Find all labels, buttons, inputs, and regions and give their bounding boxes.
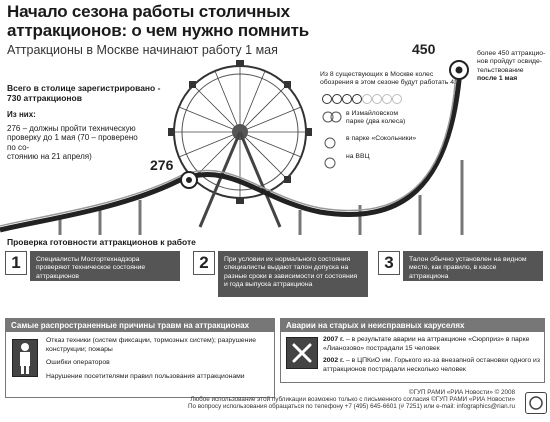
- right-note-line-1: более 450 аттракцио-: [477, 50, 546, 57]
- inspect-line-2: проверку до 1 мая (70 – проверено по со-: [7, 133, 138, 152]
- causes-list: [46, 337, 271, 381]
- inspect-line-3: стоянию на 21 апреля): [7, 152, 92, 161]
- wheel-location-3: на ВВЦ: [346, 153, 370, 161]
- accident-item: 2002 г. – в ЦПКиО им. Горького из-за внезапной остановки одного из аттракционов пострадали несколько человек: [323, 357, 540, 373]
- step-2-number: 2: [193, 251, 215, 275]
- right-note-line-2: нов пройдут освиде-: [477, 58, 543, 66]
- wrench-icon: [286, 337, 318, 369]
- checks-heading: Проверка готовности аттракционов к работе: [7, 237, 196, 247]
- of-them-label: Из них:: [7, 110, 36, 119]
- wheel-location-2: в парке «Сокольники»: [346, 134, 417, 142]
- cause-item: Ошибки операторов: [46, 359, 110, 366]
- wheel-location-icons: [322, 110, 342, 172]
- registered-label: Всего в столице зарегистрировано -: [7, 83, 161, 93]
- accidents-panel: [280, 318, 545, 383]
- right-note: [477, 50, 547, 84]
- footer-line-2: По вопросу использования обращаться по телефону +7 (495) 645-6601 (# 7251) или e-mail: infographics@rian.ru: [187, 403, 515, 410]
- footer: [170, 389, 515, 410]
- marker-276-label: 276: [150, 157, 174, 173]
- wheel-location-1: в Измайловском парке (два колеса): [346, 110, 406, 126]
- step-2-box: При условии их нормального состояния специалисты выдают талон допуска на разные сроки в зависимости от состояния и года выпуска аттракциона: [218, 251, 368, 297]
- injured-person-icon: [12, 339, 38, 377]
- causes-heading: Самые распространенные причины травм на аттракционах: [6, 319, 274, 332]
- wheels-intro-2: обозрения в этом сезоне будут работать 4:: [320, 79, 456, 87]
- footer-credit: ©ГУП РАМИ «РИА Новости» © 2008: [408, 389, 515, 396]
- accidents-heading: Аварии на старых и неисправных каруселях: [281, 319, 544, 332]
- ria-logo-icon: [525, 392, 547, 414]
- coaster-illustration: [0, 40, 550, 235]
- page-title: Начало сезона работы столичных аттракционов: о чем нужно помнить: [7, 2, 309, 40]
- step-3-box: Талон обычно установлен на видном месте, как правило, в кассе аттракциона: [403, 251, 543, 281]
- step-1-box: Специалисты Мосгортехнадзора проверяют техническое состояние аттракционов: [30, 251, 180, 281]
- cause-item: Нарушение посетителями правил пользования аттракционами: [46, 372, 245, 380]
- footer-line-1: Любое использование этой публикации возможно только с письменного согласия ©ГУП РАМИ «РИА Новости»: [190, 396, 515, 403]
- accident-item: 2007 г. – в результате аварии на аттракционе «Сюрприз» в парке «Лианозово» пострадали 15 человек: [323, 336, 530, 352]
- right-note-line-3: тельствование: [477, 66, 524, 74]
- step-3-number: 3: [378, 251, 400, 275]
- accidents-list: [323, 336, 541, 374]
- registered-value: 730 аттракционов: [7, 93, 82, 103]
- causes-panel: [5, 318, 275, 398]
- cause-item: Отказ техники (систем фиксации, тормозных систем); разрушение конструкции; пожары: [46, 337, 257, 353]
- marker-276-icon: [181, 172, 197, 188]
- inspect-line-1: 276 – должны пройти техническую: [7, 123, 136, 133]
- wheels-legend: [320, 71, 460, 88]
- page-subtitle: Аттракционы в Москве начинают работу 1 мая: [7, 43, 278, 57]
- wheels-intro-1: Из 8 существующих в Москве колес: [320, 71, 434, 78]
- step-1-number: 1: [5, 251, 27, 275]
- right-note-line-4: после 1 мая: [477, 75, 518, 83]
- wheel-count-icons: [322, 93, 402, 105]
- marker-450-label: 450: [412, 41, 436, 57]
